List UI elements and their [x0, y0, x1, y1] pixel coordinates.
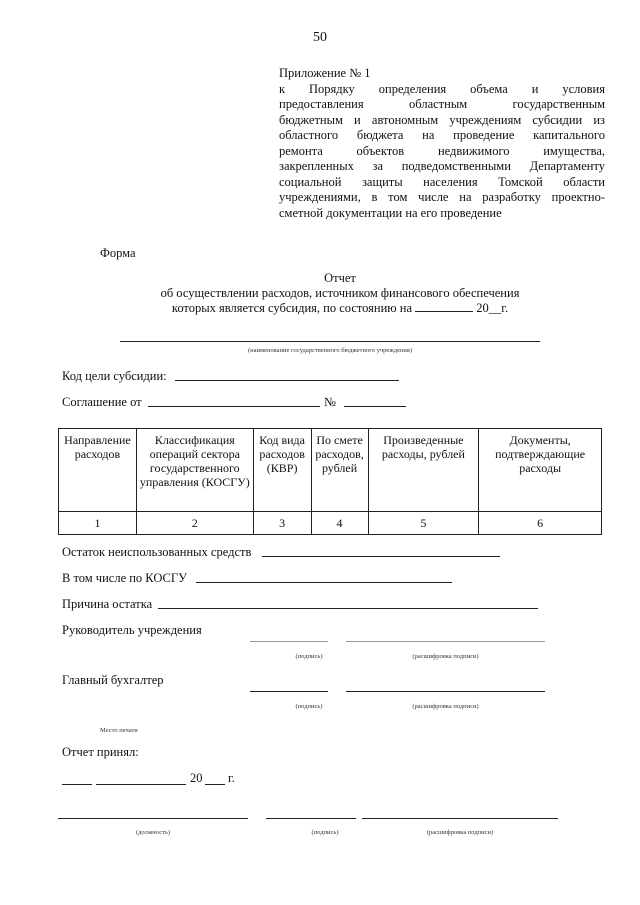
appendix-line: закрепленных за подведомственными Департаменту: [279, 159, 605, 173]
accepted-year-input[interactable]: [205, 784, 225, 785]
form-label: Форма: [100, 246, 136, 260]
agreement-date-input[interactable]: [148, 406, 320, 407]
institution-name-line[interactable]: [120, 341, 540, 342]
signature-caption: (подпись): [295, 653, 323, 660]
report-date-year: 20__г.: [476, 301, 509, 315]
appendix-title: Приложение № 1: [279, 66, 371, 80]
table-header-row: [59, 429, 602, 512]
accountant-decipher-line[interactable]: [346, 691, 545, 692]
head-signature-line[interactable]: [250, 641, 328, 642]
kosgu-label: В том числе по КОСГУ: [62, 571, 187, 585]
position-caption: (должность): [135, 829, 171, 836]
reason-input[interactable]: [158, 608, 538, 609]
reason-label: Причина остатка: [62, 597, 153, 611]
agreement-label: Соглашение от: [62, 395, 142, 409]
page-number: 50: [313, 30, 327, 45]
appendix-line: к Порядку определения объема и условия: [279, 81, 605, 96]
table-header-cell: Направление расходов: [59, 429, 137, 512]
table-header-cell: По смете расходов, рублей: [311, 429, 368, 512]
table-header-cell: Документы, подтверждающие расходы: [479, 429, 602, 512]
table-header-cell: Произведенные расходы, рублей: [368, 429, 479, 512]
decipher-caption: (расшифровка подписи): [426, 829, 494, 836]
stamp-place: Место печати: [100, 727, 138, 734]
table-number-cell: 3: [253, 512, 311, 535]
appendix-line: учреждениями, в том числе на разработку проектно-: [279, 190, 605, 204]
goal-code-label: Код цели субсидии:: [62, 369, 167, 383]
appendix-line: сметной документации на его проведение: [279, 205, 502, 220]
appendix-block: [279, 66, 605, 221]
appendix-line: бюджетным и автономным учреждениям субсидии из: [279, 112, 605, 127]
appendix-line: ремонта объектов недвижимого имущества,: [279, 143, 605, 158]
report-date-blank[interactable]: [415, 301, 473, 312]
accountant-signature-line[interactable]: [250, 691, 328, 692]
report-subtitle-line1: об осуществлении расходов, источником финансового обеспечения: [160, 286, 520, 300]
table-number-cell: 1: [59, 512, 137, 535]
report-subtitle-line2: [100, 301, 580, 316]
accountant-label: Главный бухгалтер: [62, 673, 164, 687]
accepted-decipher-line[interactable]: [362, 818, 558, 819]
accepted-signature-line[interactable]: [266, 818, 356, 819]
accepted-year-prefix: 20: [190, 771, 203, 785]
expenses-table: [58, 428, 602, 535]
report-date-prefix: которых является субсидия, по состоянию на: [171, 301, 413, 315]
remainder-label: Остаток неиспользованных средств: [62, 545, 252, 559]
appendix-line: областного бюджета на проведение капитального: [279, 128, 605, 142]
agreement-number-input[interactable]: [344, 406, 406, 407]
table-number-row: [59, 512, 602, 535]
decipher-caption: (расшифровка подписи): [412, 703, 479, 710]
accepted-month-input[interactable]: [96, 784, 186, 785]
appendix-line: социальной защиты населения Томской области: [279, 174, 605, 189]
signature-caption: (подпись): [311, 829, 339, 836]
accepted-year-suffix: г.: [228, 771, 235, 785]
table-number-cell: 6: [479, 512, 602, 535]
accepted-position-line[interactable]: [58, 818, 248, 819]
number-sign: №: [324, 395, 336, 409]
head-decipher-line[interactable]: [346, 641, 545, 642]
signature-caption: (подпись): [295, 703, 323, 710]
head-label: Руководитель учреждения: [62, 623, 202, 637]
decipher-caption: (расшифровка подписи): [412, 653, 479, 660]
accepted-day-input[interactable]: [62, 784, 92, 785]
institution-caption: (наименование государственного бюджетного учреждения): [247, 347, 413, 354]
remainder-input[interactable]: [262, 556, 500, 557]
table-number-cell: 4: [311, 512, 368, 535]
goal-code-input[interactable]: [175, 380, 399, 381]
table-header-cell: Код вида расходов (КВР): [253, 429, 311, 512]
appendix-line: предоставления областным государственным: [279, 97, 605, 111]
kosgu-input[interactable]: [196, 582, 452, 583]
table-number-cell: 2: [136, 512, 253, 535]
report-title: Отчет: [324, 271, 356, 285]
table-number-cell: 5: [368, 512, 479, 535]
table-header-cell: Классификация операций сектора государственного управления (КОСГУ): [136, 429, 253, 512]
accepted-label: Отчет принял:: [62, 745, 139, 759]
